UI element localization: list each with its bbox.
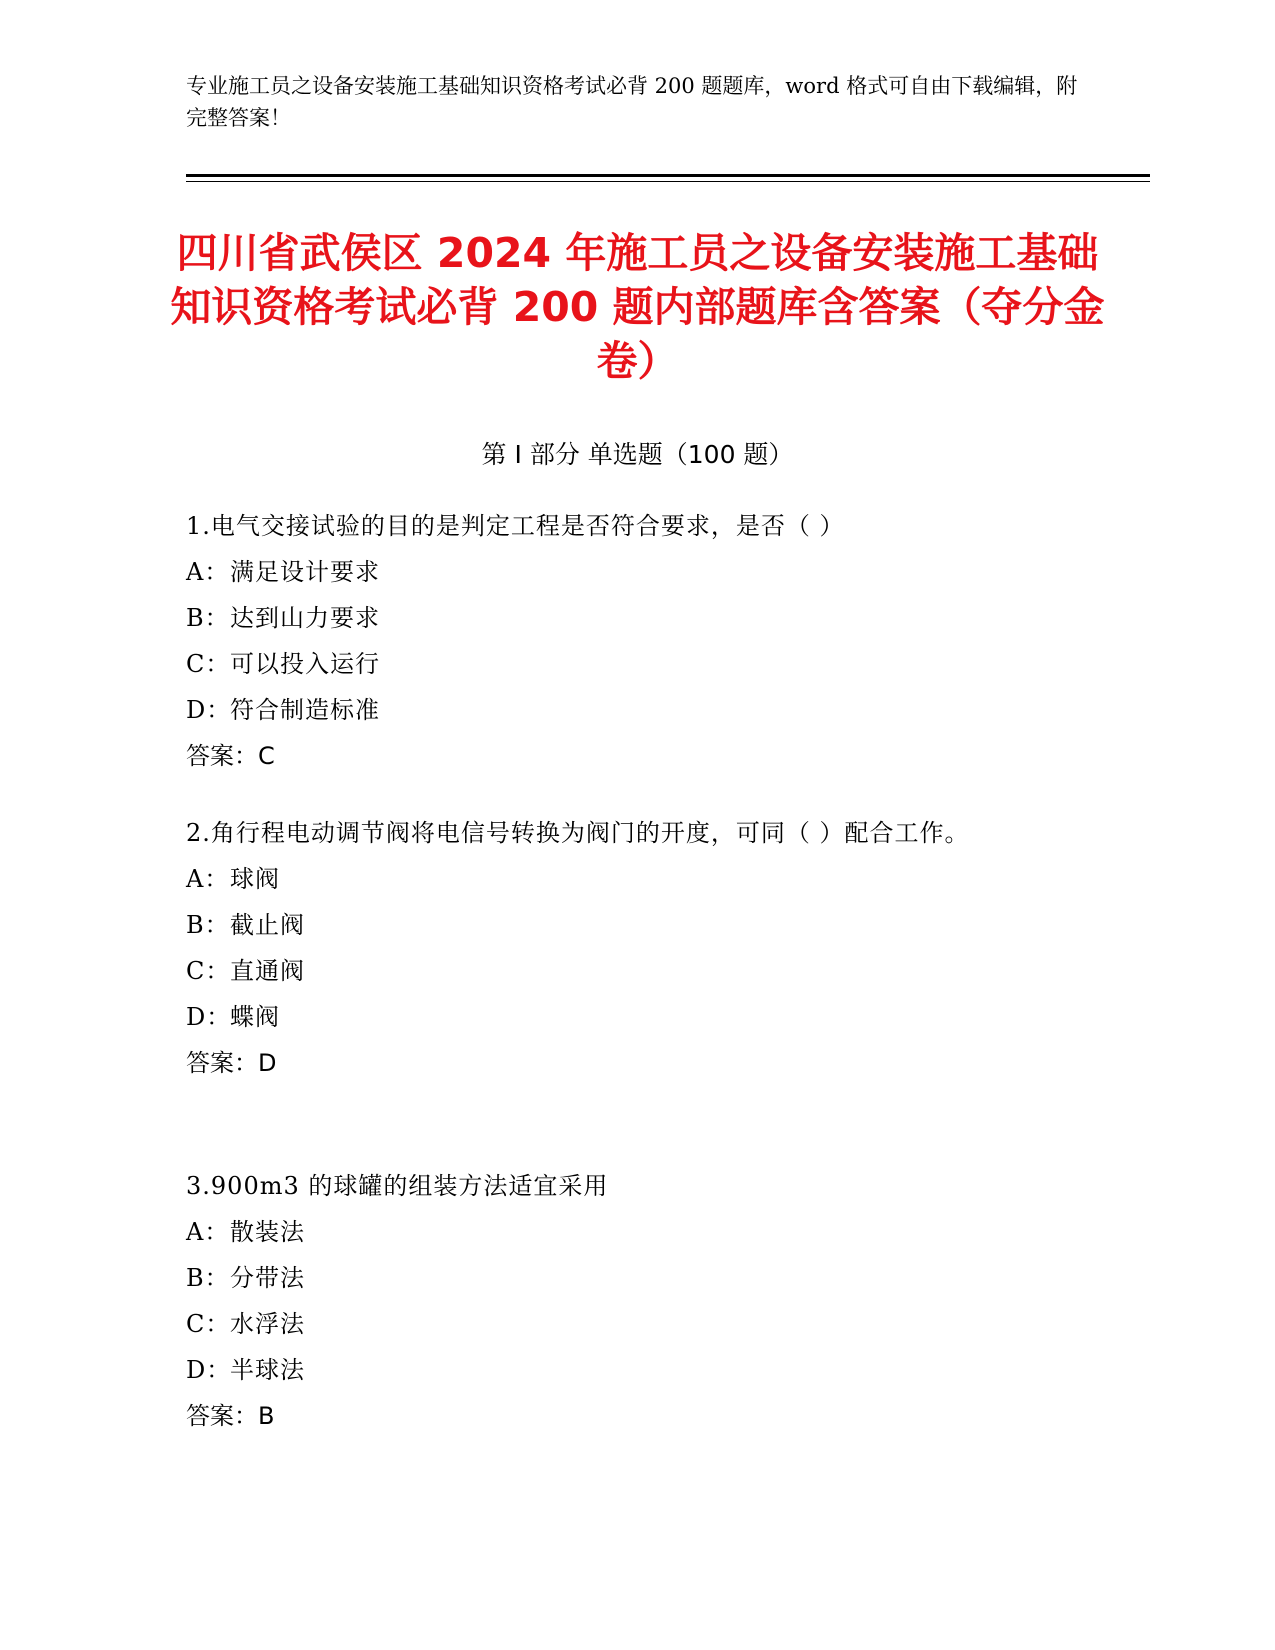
option-text: 蝶阀 <box>230 1003 280 1031</box>
option-d <box>186 687 1086 733</box>
option-letter: C： <box>186 650 231 678</box>
option-b <box>186 902 1086 948</box>
question-3 <box>186 1163 1086 1439</box>
option-letter: A： <box>186 558 230 586</box>
answer-label: 答案： <box>186 1402 258 1430</box>
option-c <box>186 948 1086 994</box>
option-letter: B： <box>186 911 230 939</box>
option-a <box>186 1209 1086 1255</box>
option-a <box>186 856 1086 902</box>
option-d <box>186 994 1086 1040</box>
option-text: 水浮法 <box>230 1310 305 1338</box>
option-text: 散装法 <box>230 1218 305 1246</box>
option-c <box>186 1301 1086 1347</box>
answer-label: 答案： <box>186 742 258 770</box>
option-text: 球阀 <box>230 865 280 893</box>
option-c <box>186 641 1086 687</box>
question-text: 1.电气交接试验的目的是判定工程是否符合要求，是否（ ） <box>186 512 845 540</box>
option-letter: B： <box>186 1264 230 1292</box>
document-title: 四川省武侯区 2024 年施工员之设备安装施工基础知识资格考试必背 200 题内部题库含答案（夺分金卷） <box>170 229 1105 385</box>
option-letter: A： <box>186 1218 230 1246</box>
option-text: 半球法 <box>230 1356 305 1384</box>
section-heading: 第 I 部分 单选题（100 题） <box>481 440 794 469</box>
option-a <box>186 549 1086 595</box>
answer-value: D <box>258 1049 277 1077</box>
answer-value: B <box>258 1402 275 1430</box>
answer-line <box>186 1393 1086 1439</box>
option-letter: D： <box>186 1003 232 1031</box>
question-1 <box>186 503 1086 779</box>
option-b <box>186 1255 1086 1301</box>
option-text: 截止阀 <box>230 911 305 939</box>
option-text: 满足设计要求 <box>230 558 380 586</box>
option-letter: D： <box>186 696 232 724</box>
option-letter: B： <box>186 604 230 632</box>
header-note: 专业施工员之设备安装施工基础知识资格考试必背 200 题题库，word 格式可自由下载编辑，附完整答案！ <box>186 74 1078 130</box>
option-text: 符合制造标准 <box>230 696 380 724</box>
option-text: 达到山力要求 <box>230 604 380 632</box>
question-text: 2.角行程电动调节阀将电信号转换为阀门的开度，可同（ ）配合工作。 <box>186 819 970 847</box>
question-2 <box>186 810 1086 1086</box>
header-divider-thin <box>186 181 1150 182</box>
option-d <box>186 1347 1086 1393</box>
option-text: 直通阀 <box>230 957 305 985</box>
answer-label: 答案： <box>186 1049 258 1077</box>
option-text: 分带法 <box>230 1264 305 1292</box>
header-divider-thick <box>186 174 1150 177</box>
option-letter: C： <box>186 1310 231 1338</box>
question-text: 3.900m3 的球罐的组装方法适宜采用 <box>186 1172 609 1200</box>
option-letter: D： <box>186 1356 232 1384</box>
answer-value: C <box>258 742 275 770</box>
answer-line <box>186 1040 1086 1086</box>
answer-line <box>186 733 1086 779</box>
option-text: 可以投入运行 <box>230 650 380 678</box>
option-letter: A： <box>186 865 230 893</box>
option-b <box>186 595 1086 641</box>
option-letter: C： <box>186 957 231 985</box>
